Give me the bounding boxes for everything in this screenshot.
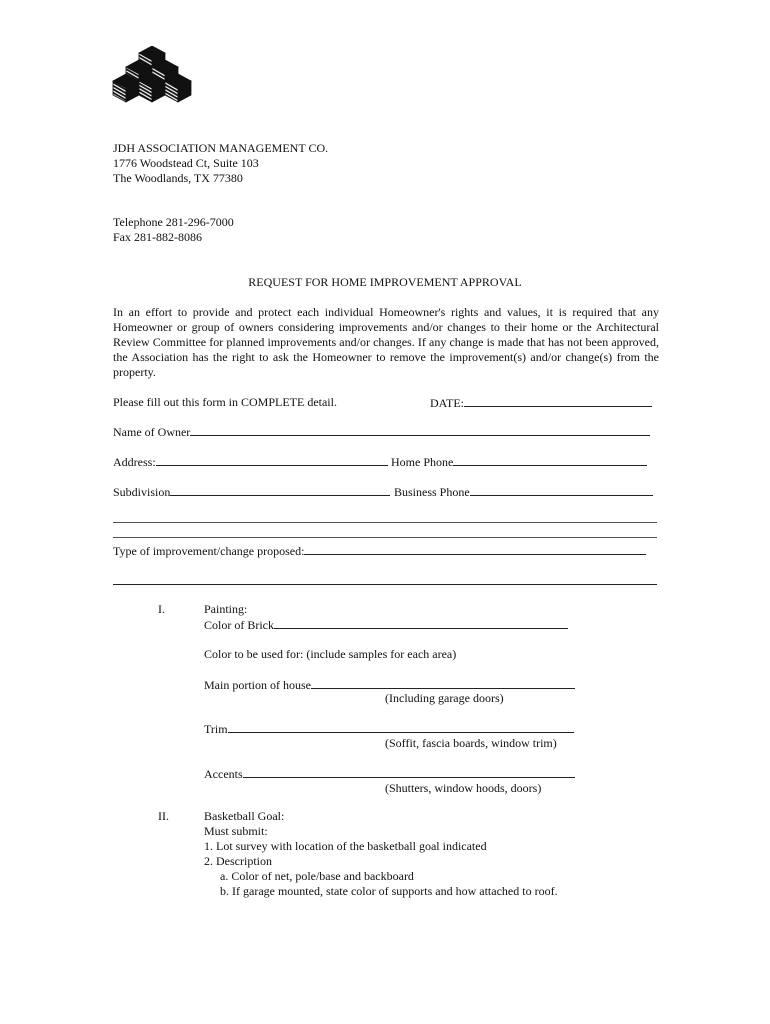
type-label: Type of improvement/change proposed:: [113, 544, 305, 558]
main-portion-note: (Including garage doors): [385, 691, 504, 705]
must-submit-text: Must submit:: [204, 824, 268, 838]
owner-label: Name of Owner: [113, 425, 191, 439]
business-phone-line[interactable]: [470, 484, 653, 496]
business-phone-label: Business Phone: [394, 485, 470, 499]
basketball-item-2a: a. Color of net, pole/base and backboard: [220, 869, 414, 883]
color-used-for-text: Color to be used for: (include samples for each area): [204, 647, 457, 661]
date-line[interactable]: [464, 395, 652, 407]
subdivision-field[interactable]: [113, 484, 390, 500]
type-line[interactable]: [304, 543, 646, 555]
basketball-item-2b: b. If garage mounted, state color of supports and how attached to roof.: [220, 884, 558, 898]
type-field[interactable]: [113, 543, 646, 559]
accents-note: (Shutters, window hoods, doors): [385, 781, 542, 795]
brick-label: Color of Brick: [204, 618, 274, 632]
subdivision-line[interactable]: [170, 484, 390, 496]
owner-line[interactable]: [190, 424, 650, 436]
main-portion-label: Main portion of house: [204, 678, 311, 692]
home-phone-line[interactable]: [453, 454, 647, 466]
address-line[interactable]: [156, 454, 388, 466]
main-portion-line[interactable]: [311, 677, 575, 689]
basketball-item-2: 2. Description: [204, 854, 272, 868]
type-continuation-line[interactable]: [113, 584, 657, 585]
company-address-line1: 1776 Woodstead Ct, Suite 103: [113, 156, 259, 170]
trim-note: (Soffit, fascia boards, window trim): [385, 736, 557, 750]
date-label: DATE:: [430, 396, 464, 410]
form-title: REQUEST FOR HOME IMPROVEMENT APPROVAL: [248, 275, 522, 289]
accents-line[interactable]: [243, 766, 575, 778]
date-field[interactable]: [430, 395, 652, 411]
business-phone-field[interactable]: [394, 484, 653, 500]
trim-label: Trim: [204, 722, 228, 736]
company-name: JDH ASSOCIATION MANAGEMENT CO.: [113, 141, 329, 155]
trim-field[interactable]: [204, 721, 574, 737]
brick-line[interactable]: [274, 617, 568, 629]
brick-field[interactable]: [204, 617, 568, 633]
address-label: Address:: [113, 455, 156, 469]
subdivision-label: Subdivision: [113, 485, 171, 499]
section-i-numeral: I.: [158, 602, 165, 616]
home-phone-label: Home Phone: [391, 455, 454, 469]
blank-line-2[interactable]: [113, 537, 657, 538]
company-fax: Fax 281-882-8086: [113, 230, 202, 244]
address-field[interactable]: [113, 454, 388, 470]
owner-field[interactable]: [113, 424, 650, 440]
painting-heading: Painting:: [204, 602, 248, 616]
intro-paragraph: In an effort to provide and protect each individual Homeowner's rights and values, it is required that any Homeowner or group of owners considering improvements and/or changes to their home or the Architectural Review Committee for planned improvements and/or changes. If any change is made that has not been approved, the Association has the right to ask the Homeowner to remove the improvement(s) and/or change(s) from the property.: [113, 305, 659, 379]
basketball-heading: Basketball Goal:: [204, 809, 285, 823]
basketball-item-1: 1. Lot survey with location of the basketball goal indicated: [204, 839, 487, 853]
accents-label: Accents: [204, 767, 243, 781]
instruction-text: Please fill out this form in COMPLETE detail.: [113, 395, 337, 409]
company-telephone: Telephone 281-296-7000: [113, 215, 234, 229]
accents-field[interactable]: [204, 766, 575, 782]
company-address-line2: The Woodlands, TX 77380: [113, 171, 243, 185]
blank-line-1[interactable]: [113, 522, 657, 523]
section-ii-numeral: II.: [158, 809, 169, 823]
trim-line[interactable]: [228, 721, 574, 733]
stacked-cubes-logo-icon: [112, 46, 192, 128]
home-phone-field[interactable]: [391, 454, 647, 470]
